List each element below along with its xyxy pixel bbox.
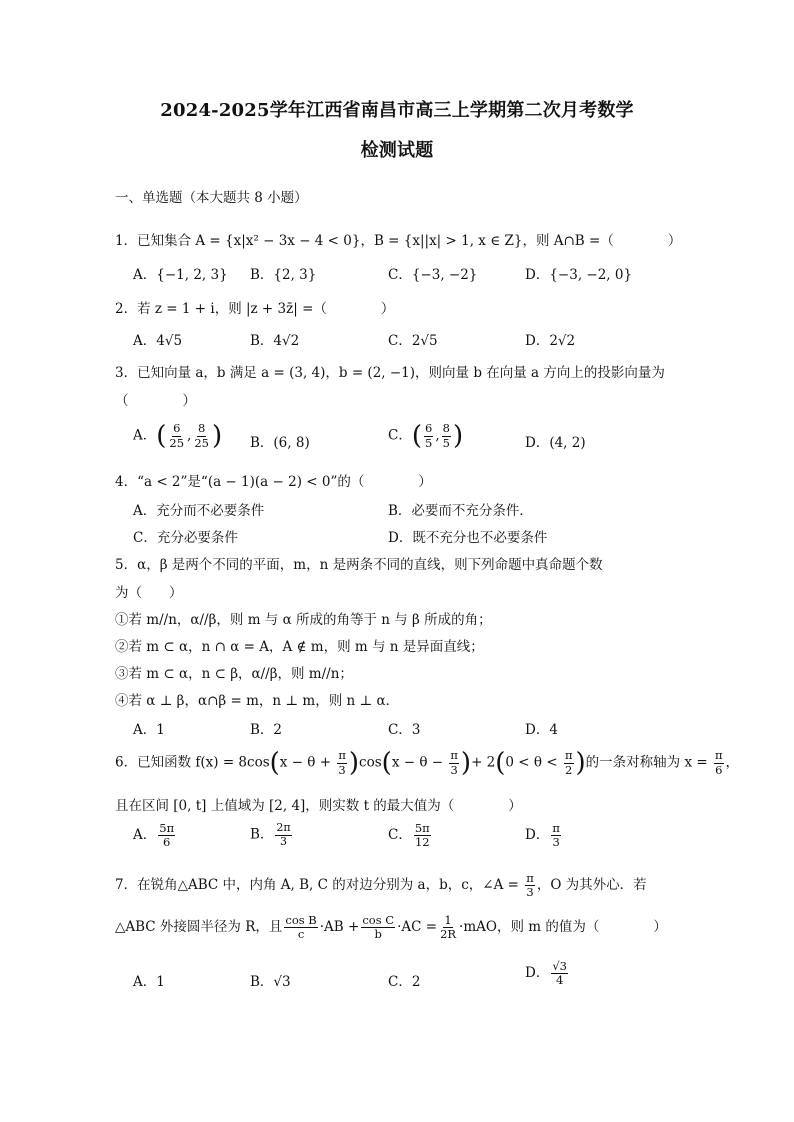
question-4-stem: 4．“a < 2”是“(a − 1)(a − 2) < 0”的（ ） (115, 474, 432, 490)
q2-option-c: C．2√5 (388, 333, 438, 349)
question-2-stem: 2．若 z = 1 + i，则 |z + 3z̄| =（ ） (115, 301, 395, 317)
q5-statement-3: ③若 m ⊂ α，n ⊂ β，α//β，则 m//n； (115, 666, 353, 682)
q1-option-d: D．{−3, −2, 0} (525, 267, 633, 283)
q4-option-d: D．既不充分也不必要条件 (388, 530, 548, 546)
q1-option-c: C．{−3, −2} (388, 267, 478, 283)
q7-option-a: A．1 (133, 974, 165, 990)
q7-option-d: D． $\frac{√3}{4}$ (525, 959, 567, 988)
q4-option-a: A．充分而不必要条件 (133, 503, 265, 519)
q2-option-b: B．4√2 (250, 333, 300, 349)
question-7-stem-cont: △ABC 外接圆半径为 R，且 $\frac{\text{cos B}}{c}$ ·AB + $\frac{\text{cos C}}{b}$ ·AC = $\frac{1}{2R}$ ·mAO，则 m 的值为（ ） (115, 913, 667, 942)
question-5-stem: 5．α，β 是两个不同的平面，m，n 是两条不同的直线，则下列命题中真命题个数 (115, 557, 603, 573)
q1-option-a: A．{−1, 2, 3} (133, 267, 228, 283)
q3-option-a: A．( $\frac{6}{25}$ , $\frac{8}{25}$ ) (133, 421, 223, 451)
q5-option-b: B．2 (250, 722, 283, 738)
section-heading: 一、单选题（本大题共 8 小题） (115, 190, 308, 206)
q1-option-b: B．{2, 3} (250, 267, 317, 283)
question-3-stem: 3．已知向量 a，b 满足 a = (3, 4)，b = (2, −1)，则向量 b 在向量 a 方向上的投影向量为 (115, 365, 665, 381)
question-3-stem-cont: （ ） (115, 393, 196, 409)
q7-option-c: C．2 (388, 974, 421, 990)
question-1-stem: 1．已知集合 A = {x|x² − 3x − 4 < 0}，B = {x||x| > 1, x ∈ Z}，则 A∩B =（ ） (115, 233, 682, 249)
q2-option-d: D．2√2 (525, 333, 576, 349)
q5-option-a: A．1 (133, 722, 165, 738)
q4-option-b: B．必要而不充分条件． (388, 503, 533, 519)
question-6-stem-cont: 且在区间 [0, t] 上值域为 [2, 4]，则实数 t 的最大值为（ ） (115, 798, 522, 814)
question-5-stem-cont: 为（ ） (115, 585, 183, 601)
q6-option-c: C． $\frac{5\pi}{12}$ (388, 821, 430, 850)
q6-option-a: A． $\frac{5\pi}{6}$ (133, 821, 175, 850)
q3-option-c: C．( $\frac{6}{5}$ , $\frac{8}{5}$ ) (388, 421, 464, 451)
q5-statement-1: ①若 m//n，α//β，则 m 与 α 所成的角等于 n 与 β 所成的角； (115, 612, 492, 628)
q5-option-d: D．4 (525, 722, 558, 738)
q6-option-d: D． $\frac{\pi}{3}$ (525, 821, 560, 850)
question-6-stem: 6．已知函数 f(x) = 8cos(x − θ + $\frac{\pi}{3}$ )cos(x − θ − $\frac{\pi}{3}$ )+ 2(0 < θ < $\frac{\pi}{2}$ )的一条对称轴为 x = $\frac{\pi}{6}$ ， (115, 748, 740, 778)
q3-option-d: D．(4, 2) (525, 435, 586, 451)
document-title: 2024-2025学年江西省南昌市高三上学期第二次月考数学 (160, 100, 634, 121)
document-subtitle: 检测试题 (360, 140, 434, 161)
q5-statement-2: ②若 m ⊂ α，n ∩ α = A，A ∉ m，则 m 与 n 是异面直线； (115, 639, 484, 655)
q3-option-b: B．(6, 8) (250, 435, 310, 451)
q5-statement-4: ④若 α ⊥ β，α∩β = m，n ⊥ m，则 n ⊥ α． (115, 693, 400, 709)
q2-option-a: A．4√5 (133, 333, 183, 349)
q6-option-b: B． $\frac{2\pi}{3}$ (250, 821, 291, 848)
q5-option-c: C．3 (388, 722, 421, 738)
question-7-stem: 7．在锐角△ABC 中，内角 A, B, C 的对边分别为 a，b，c，∠A = $\frac{\pi}{3}$ ，O 为其外心．若 (115, 871, 647, 900)
q4-option-c: C．充分必要条件 (133, 530, 238, 546)
q7-option-b: B．√3 (250, 974, 291, 990)
